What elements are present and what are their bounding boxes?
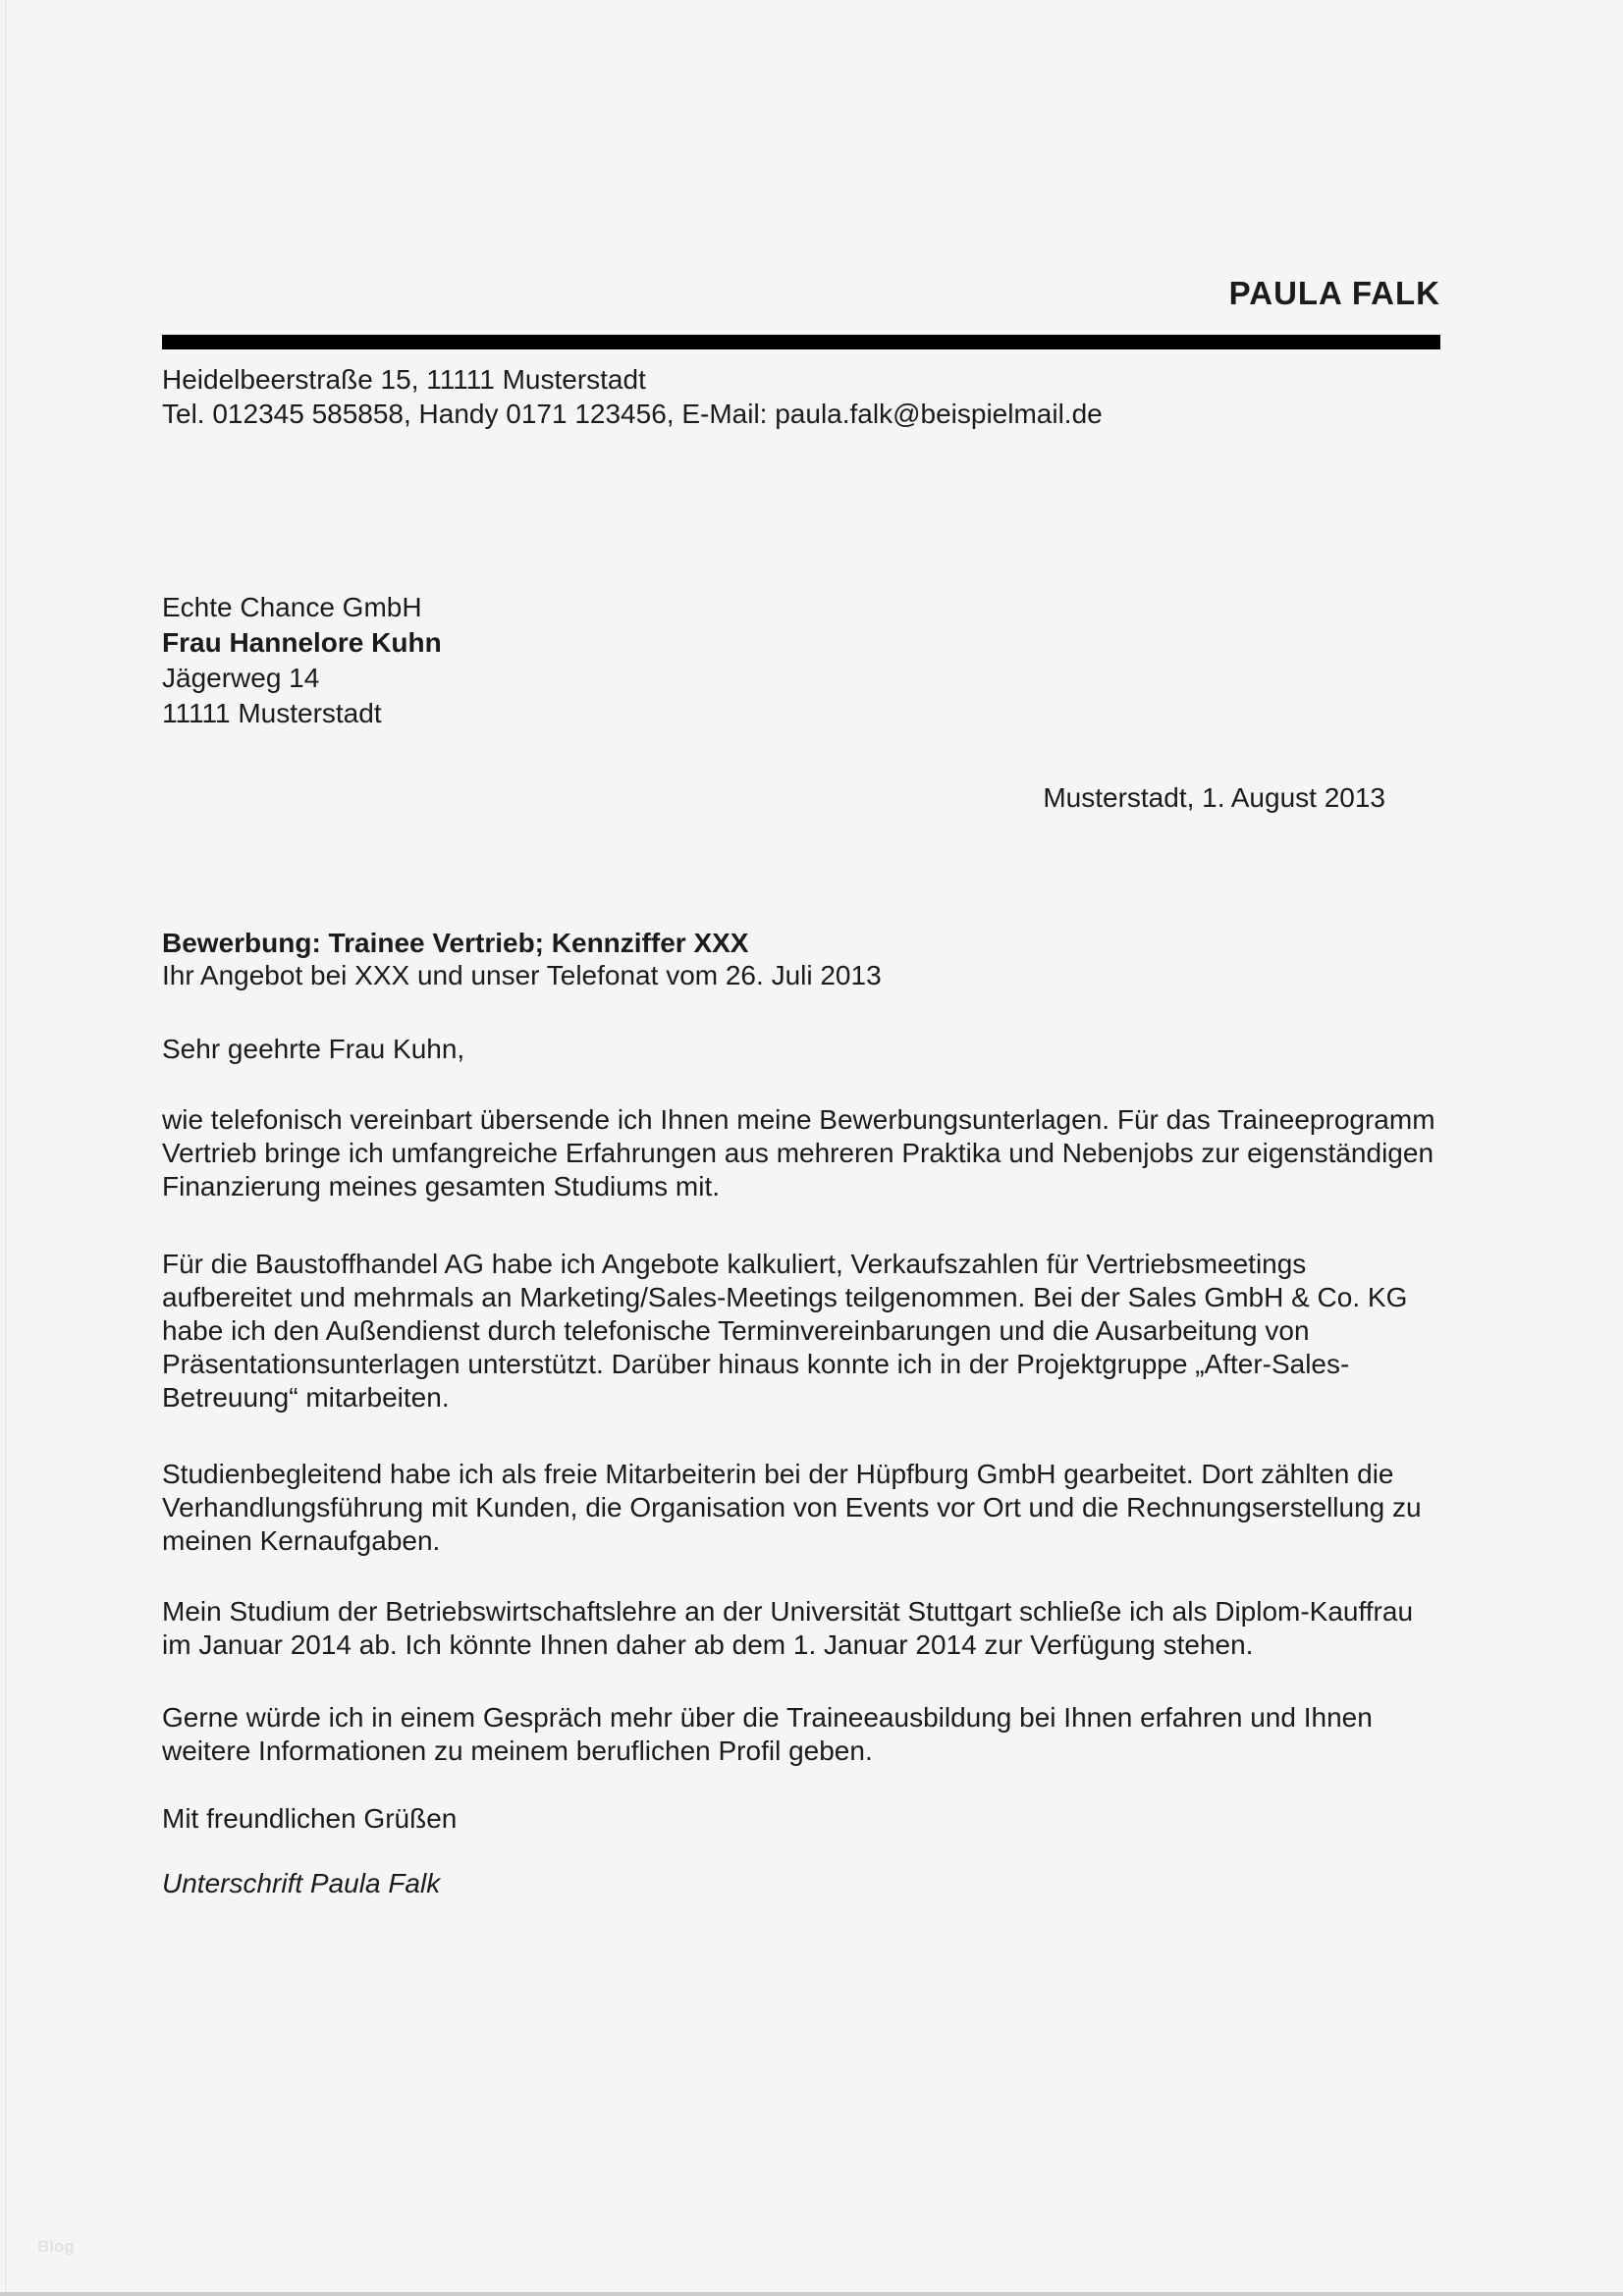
recipient-block (162, 590, 1440, 731)
sender-info-block (162, 362, 1440, 431)
recipient-city: 11111 Musterstadt (162, 698, 382, 728)
header-divider-bar (162, 335, 1440, 349)
date-line: Musterstadt, 1. August 2013 (1043, 782, 1385, 813)
letter-content (162, 0, 1440, 1899)
body-paragraph-3: Studienbegleitend habe ich als freie Mitarbeiterin bei der Hüpfburg GmbH gearbeitet. Dort zählten die Verhandlungsführung mit Kunden, die Organisation von Events vor Ort und die Rechnungserstellung zu meinen Kernaufgaben. (162, 1459, 1422, 1556)
closing-regards: Mit freundlichen Grüßen (162, 1803, 458, 1834)
signature-placeholder: Unterschrift Paula Falk (162, 1868, 441, 1898)
subject-block (162, 927, 1440, 991)
recipient-company: Echte Chance GmbH (162, 592, 422, 622)
page-bottom-edge (0, 2292, 1623, 2296)
recipient-contact-person: Frau Hannelore Kuhn (162, 627, 442, 658)
subject-line-1: Bewerbung: Trainee Vertrieb; Kennziffer XXX (162, 928, 749, 958)
body-paragraph-2: Für die Baustoffhandel AG habe ich Angebote kalkuliert, Verkaufszahlen für Vertriebsmeetings aufbereitet und mehrmals an Marketing/Sales-Meetings teilgenommen. Bei der Sales GmbH & Co. KG habe ich den Außendienst durch telefonische Terminvereinbarungen und die Ausarbeitung von Präsentationsunterlagen unterstützt. Darüber hinaus konnte ich in der Projektgruppe „After-Sales-Betreuung“ mitarbeiten. (162, 1249, 1408, 1413)
salutation: Sehr geehrte Frau Kuhn, (162, 1034, 465, 1064)
watermark-text: Blog (37, 2237, 75, 2256)
recipient-street: Jägerweg 14 (162, 663, 320, 693)
sender-contact-line: Tel. 012345 585858, Handy 0171 123456, E-Mail: paula.falk@beispielmail.de (162, 399, 1103, 429)
subject-line-2: Ihr Angebot bei XXX und unser Telefonat vom 26. Juli 2013 (162, 960, 882, 990)
body-paragraph-5: Gerne würde ich in einem Gespräch mehr über die Traineeausbildung bei Ihnen erfahren und Ihnen weitere Informationen zu meinem beruflichen Profil geben. (162, 1702, 1373, 1766)
sender-address-line: Heidelbeerstraße 15, 11111 Musterstadt (162, 364, 646, 395)
page-left-edge-line (5, 0, 7, 2296)
sender-name: PAULA FALK (1228, 275, 1440, 311)
body-paragraph-1: wie telefonisch vereinbart übersende ich Ihnen meine Bewerbungsunterlagen. Für das Traineeprogramm Vertrieb bringe ich umfangreiche Erfahrungen aus mehreren Praktika und Nebenjobs zur eigenständigen Finanzierung meines gesamten Studiums mit. (162, 1104, 1435, 1201)
body-paragraph-4: Mein Studium der Betriebswirtschaftslehre an der Universität Stuttgart schließe ich als Diplom-Kauffrau im Januar 2014 ab. Ich könnte Ihnen daher ab dem 1. Januar 2014 zur Verfügung stehen. (162, 1596, 1414, 1660)
